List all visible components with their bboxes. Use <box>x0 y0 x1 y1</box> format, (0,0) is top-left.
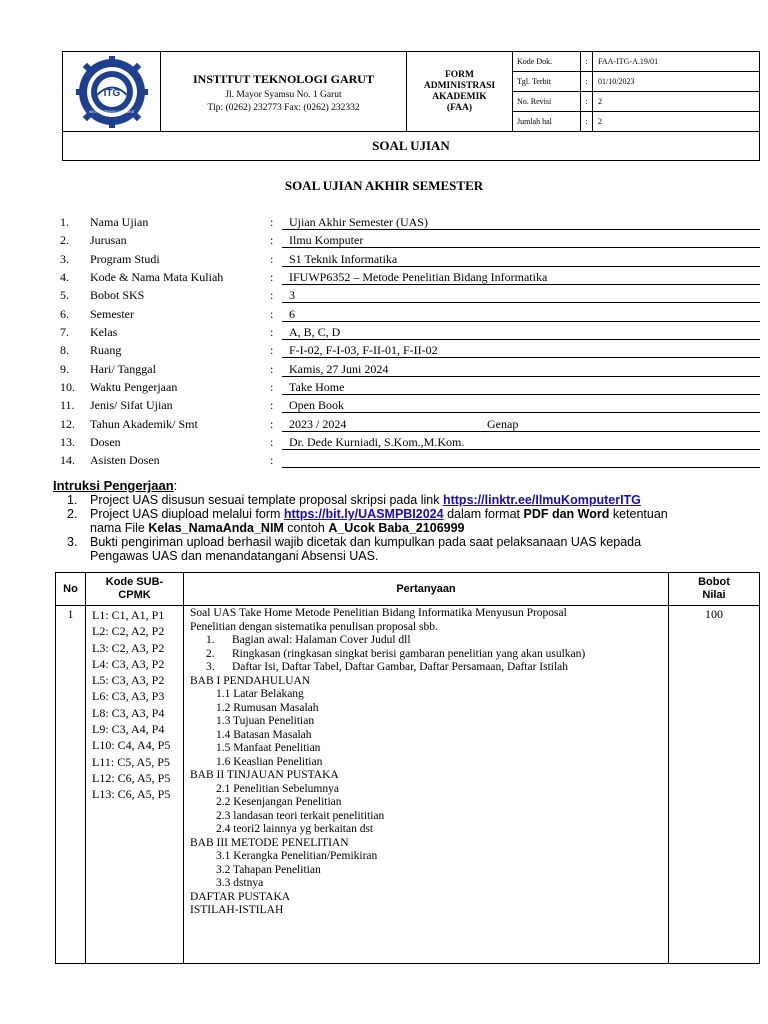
info-value-text: A, B, C, D <box>289 325 341 340</box>
info-row <box>60 323 760 341</box>
info-value-text: Open Book <box>289 398 344 413</box>
chapter-subsection: 1.4 Batasan Masalah <box>216 728 312 741</box>
meta-value: 2 <box>598 117 602 126</box>
chapter-heading: BAB I PENDAHULUAN <box>190 674 311 687</box>
header-no: No <box>63 582 78 595</box>
cpmk-code: L2: C2, A2, P2 <box>92 624 165 639</box>
info-value <box>282 270 760 285</box>
info-colon: : <box>270 215 274 229</box>
meta-value: 01/10/2023 <box>598 77 635 86</box>
question-list-text: Daftar Isi, Daftar Tabel, Daftar Gambar, Daftar Persamaan, Daftar Istilah <box>232 661 569 673</box>
info-number: 11. <box>60 398 75 413</box>
info-number: 13. <box>60 435 75 450</box>
cpmk-code: L12: C6, A5, P5 <box>92 770 171 785</box>
info-value <box>282 307 760 322</box>
info-label: Jenis/ Sifat Ujian <box>90 398 173 413</box>
info-value-text: F-I-02, F-I-03, F-II-01, F-II-02 <box>289 343 438 358</box>
info-value-text: 2023 / 2024 <box>289 416 347 431</box>
instruction-line <box>90 507 753 521</box>
instruction-number: 1. <box>67 493 78 507</box>
info-label: Kelas <box>90 325 118 340</box>
chapter-subsection: 2.4 teori2 lainnya yg berkaitan dst <box>216 823 374 835</box>
info-colon: : <box>270 288 274 303</box>
instruction-item <box>53 507 753 535</box>
info-value-text: S1 Teknik Informatika <box>289 251 398 266</box>
document-meta <box>513 52 759 131</box>
chapter-subsection: 1.2 Rumusan Masalah <box>216 701 319 714</box>
chapter-subsection: 2.3 landasan teori terkait penelititian <box>216 809 385 822</box>
info-label: Jurusan <box>90 233 127 248</box>
cpmk-code: L1: C1, A1, P1 <box>92 608 165 622</box>
instructions-heading-text: Intruksi Pengerjaan <box>53 478 174 493</box>
chapter-subsection: 1.3 Tujuan Penelitian <box>216 715 315 727</box>
semester-term: Genap <box>487 416 519 431</box>
question-list-item <box>190 634 670 648</box>
chapter-subsection: 3.1 Kerangka Penelitian/Pemikiran <box>216 850 378 862</box>
info-number: 1. <box>60 215 69 229</box>
info-value-text: 3 <box>289 288 295 303</box>
itg-logo-icon <box>72 55 152 129</box>
cpmk-code: L6: C3, A3, P3 <box>92 689 165 704</box>
info-label: Tahun Akademik/ Smt <box>90 416 198 431</box>
header-top-row <box>63 52 759 132</box>
chapter-subsection: 2.1 Penelitian Sebelumnya <box>216 782 339 795</box>
info-label: Program Studi <box>90 251 160 266</box>
question-list-number: 1. <box>206 634 215 646</box>
logo-text: ITG <box>103 88 121 99</box>
exam-title: SOAL UJIAN AKHIR SEMESTER <box>284 178 484 193</box>
cpmk-list <box>92 607 170 803</box>
info-value <box>282 453 760 468</box>
info-label: Semester <box>90 306 134 321</box>
info-value <box>282 325 760 340</box>
info-row <box>60 415 760 433</box>
chapter-heading: BAB III METODE PENELITIAN <box>190 836 349 849</box>
info-label: Hari/ Tanggal <box>90 361 156 376</box>
info-value <box>282 343 760 358</box>
info-colon: : <box>270 453 274 468</box>
info-row <box>60 378 760 396</box>
info-value-text: Take Home <box>289 380 345 395</box>
exam-info-list <box>60 213 760 470</box>
chapter-subsection: 1.5 Manfaat Penelitian <box>216 742 321 754</box>
instruction-text: Project UAS disusun sesuai template proposal skripsi pada link <box>90 493 443 507</box>
institution-phone: Tlp: (0262) 232773 Fax: (0262) 232332 <box>207 103 360 113</box>
instruction-bold: A_Ucok Baba_2106999 <box>328 521 465 535</box>
meta-row-revision <box>513 92 759 112</box>
form-title-line: (FAA) <box>446 102 473 113</box>
template-link[interactable]: https://linktr.ee/IlmuKomputerITG <box>442 493 641 507</box>
info-number: 6. <box>60 306 69 321</box>
info-value <box>282 233 760 248</box>
header-cpmk: Kode SUB-CPMK <box>105 576 164 601</box>
info-label: Ruang <box>90 343 122 358</box>
table-divider <box>56 605 759 606</box>
meta-value: 2 <box>598 97 602 106</box>
meta-row-doc-code <box>513 52 759 72</box>
instruction-number: 3. <box>67 535 78 549</box>
question-list-text: Bagian awal: Halaman Cover Judul dll <box>232 634 411 646</box>
cpmk-code: L9: C3, A4, P4 <box>92 722 165 737</box>
info-colon: : <box>270 380 274 395</box>
info-row <box>60 286 760 304</box>
info-row <box>60 268 760 286</box>
meta-key: Jumlah hal <box>513 112 581 131</box>
meta-row-page-count <box>513 112 759 131</box>
meta-key: Kode Dok. <box>513 52 581 71</box>
info-label: Kode & Nama Mata Kuliah <box>90 270 224 285</box>
info-number: 10. <box>60 380 75 395</box>
info-number: 2. <box>60 233 69 248</box>
info-colon: : <box>270 233 274 248</box>
cpmk-code: L11: C5, A5, P5 <box>92 754 170 769</box>
chapter-subsection: 1.1 Latar Belakang <box>216 688 304 700</box>
cpmk-code: L5: C3, A3, P2 <box>92 673 165 688</box>
institution-address: Jl. Mayor Syamsu No. 1 Garut <box>225 90 342 100</box>
instructions-heading-colon: : <box>173 478 178 493</box>
info-value-text: 6 <box>289 306 295 321</box>
info-value-text: IFUWP6352 – Metode Penelitian Bidang Informatika <box>289 270 548 285</box>
info-colon: : <box>270 306 274 321</box>
closing-section: DAFTAR PUSTAKA <box>190 890 291 903</box>
meta-row-issue-date <box>513 72 759 92</box>
row-number: 1 <box>67 607 74 621</box>
info-value-text: Kamis, 27 Juni 2024 <box>289 361 389 376</box>
info-value <box>282 215 760 230</box>
cpmk-code: L10: C4, A4, P5 <box>92 738 171 753</box>
logo-ring-text: INSTITUT TEKNOLOGI GARUT <box>89 110 135 114</box>
chapter-subsection: 3.3 dstnya <box>216 877 264 889</box>
info-number: 12. <box>60 416 75 431</box>
cpmk-code: L4: C3, A3, P2 <box>92 656 165 671</box>
meta-colon: : <box>581 92 593 111</box>
header-weight: Bobot Nilai <box>698 576 730 601</box>
info-colon: : <box>270 270 274 285</box>
info-colon: : <box>270 361 274 376</box>
instructions-heading <box>53 479 753 493</box>
info-number: 7. <box>60 325 69 340</box>
info-value <box>282 252 760 267</box>
info-colon: : <box>270 416 274 431</box>
table-divider <box>85 573 86 963</box>
instruction-text: dalam format <box>443 507 524 521</box>
instructions <box>53 479 753 563</box>
info-label: Asisten Dosen <box>90 453 160 468</box>
form-title-line: ADMINISTRASI <box>423 80 496 91</box>
info-row <box>60 396 760 414</box>
question-list-number: 3. <box>206 661 215 673</box>
instruction-line: Pengawas UAS dan menandatangani Absensi UAS. <box>90 549 379 563</box>
meta-colon: : <box>581 112 593 131</box>
institution-cell <box>161 52 407 131</box>
instruction-line <box>90 521 753 535</box>
info-value-text: Dr. Dede Kurniadi, S.Kom.,M.Kom. <box>289 435 465 450</box>
info-number: 3. <box>60 251 69 266</box>
info-number: 8. <box>60 343 69 358</box>
logo-cell <box>63 52 161 131</box>
instruction-line: Bukti pengiriman upload berhasil wajib dicetak dan kumpulkan pada saat pelaksanaan UAS kepada <box>90 535 642 549</box>
info-colon: : <box>270 325 274 340</box>
document-title: SOAL UJIAN <box>372 138 450 153</box>
question-intro: Soal UAS Take Home Metode Penelitian Bidang Informatika Menyusun Proposal <box>190 607 567 619</box>
instruction-bold: PDF dan Word <box>523 507 610 521</box>
info-row <box>60 451 760 469</box>
info-value <box>282 380 760 395</box>
instruction-bold: Kelas_NamaAnda_NIM <box>148 521 284 535</box>
info-colon: : <box>270 435 274 450</box>
info-row <box>60 305 760 323</box>
chapter-subsection: 3.2 Tahapan Penelitian <box>216 863 321 876</box>
info-value <box>282 435 760 450</box>
info-value-text: Ujian Akhir Semester (UAS) <box>289 215 428 229</box>
row-weight: 100 <box>705 607 723 621</box>
info-colon: : <box>270 251 274 266</box>
cpmk-code: L8: C3, A3, P4 <box>92 705 165 720</box>
chapter-heading: BAB II TINJAUAN PUSTAKA <box>190 769 339 781</box>
info-label: Bobot SKS <box>90 288 145 303</box>
info-value <box>282 417 760 432</box>
meta-value: FAA-ITG-A.19/01 <box>598 57 659 66</box>
info-colon: : <box>270 398 274 413</box>
meta-key: Tgl. Terbit <box>513 72 581 91</box>
chapter-subsection: 1.6 Keaslian Penelitian <box>216 755 323 768</box>
info-row <box>60 231 760 249</box>
info-number: 14. <box>60 453 75 468</box>
question-intro: Penelitian dengan sistematika penulisan proposal sbb. <box>190 620 438 633</box>
document-header <box>62 51 760 161</box>
instruction-text: contoh <box>283 521 329 535</box>
info-value <box>282 398 760 413</box>
info-colon: : <box>270 343 274 358</box>
chapter-subsection: 2.2 Kesenjangan Penelitian <box>216 796 342 808</box>
instruction-text: ketentuan <box>609 507 668 521</box>
instruction-item <box>53 535 753 563</box>
instruction-text: nama File <box>90 521 149 535</box>
question-list-item <box>190 648 670 662</box>
form-title-line: AKADEMIK <box>432 91 487 102</box>
info-label: Waktu Pengerjaan <box>90 380 178 395</box>
info-label: Dosen <box>90 435 121 450</box>
info-row <box>60 250 760 268</box>
form-title-cell <box>407 52 513 131</box>
upload-form-link[interactable]: https://bit.ly/UASMPBI2024 <box>283 507 444 521</box>
info-label: Nama Ujian <box>90 215 149 229</box>
info-value <box>282 288 760 303</box>
info-number: 9. <box>60 361 69 376</box>
instruction-text: Project UAS diupload melalui form <box>90 507 284 521</box>
question-table <box>55 572 760 964</box>
info-row <box>60 360 760 378</box>
info-number: 5. <box>60 288 69 303</box>
question-content <box>190 607 670 918</box>
instruction-item <box>53 493 753 507</box>
closing-section: ISTILAH-ISTILAH <box>190 904 284 916</box>
table-divider <box>183 573 184 963</box>
institution-name: INSTITUT TEKNOLOGI GARUT <box>193 72 374 86</box>
meta-colon: : <box>581 72 593 91</box>
info-row <box>60 433 760 451</box>
header-question: Pertanyaan <box>396 582 456 595</box>
cpmk-code: L13: C6, A5, P5 <box>92 787 171 802</box>
info-row <box>60 341 760 359</box>
info-value-text: Ilmu Komputer <box>289 233 364 248</box>
form-title <box>424 70 495 114</box>
info-value <box>282 362 760 377</box>
info-number: 4. <box>60 270 69 285</box>
meta-colon: : <box>581 52 593 71</box>
cpmk-code: L3: C2, A3, P2 <box>92 640 165 655</box>
question-list-number: 2. <box>206 647 215 660</box>
meta-key: No. Revisi <box>513 92 581 111</box>
question-list-item <box>190 661 670 675</box>
form-title-line: FORM <box>444 69 474 80</box>
question-list-text: Ringkasan (ringkasan singkat berisi gambaran penelitian yang akan usulkan) <box>232 647 586 660</box>
info-row <box>60 213 760 231</box>
instruction-number: 2. <box>67 507 78 521</box>
